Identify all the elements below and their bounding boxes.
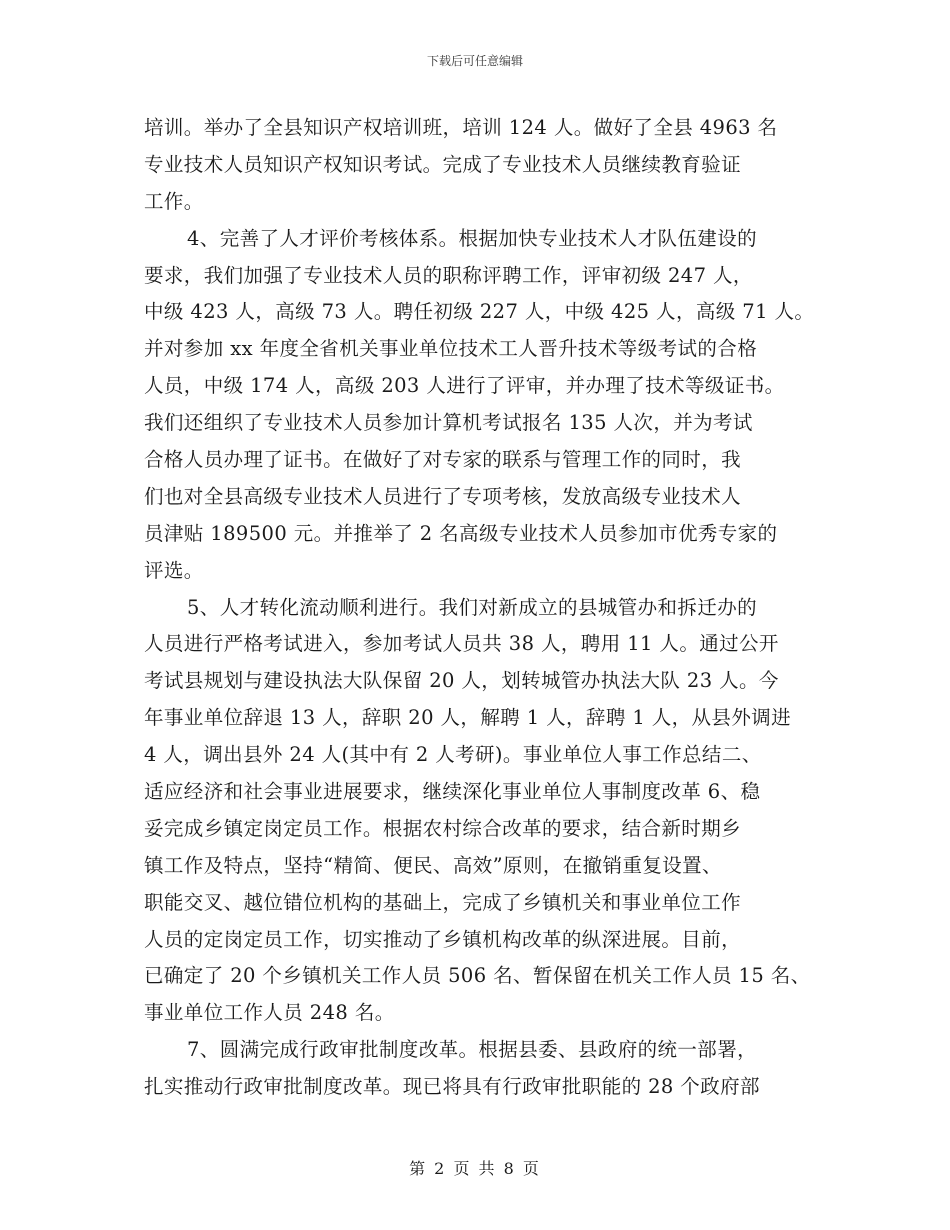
text-line: 合格人员办理了证书。在做好了对专家的联系与管理工作的同时，我	[144, 448, 742, 472]
text-line: 职能交叉、越位错位机构的基础上，完成了乡镇机关和事业单位工作	[144, 890, 742, 914]
text-line: 扎实推动行政审批制度改革。现已将具有行政审批职能的 28 个政府部	[144, 1075, 760, 1099]
text-line: 4 人，调出县外 24 人(其中有 2 人考研)。事业单位人事工作总结二、	[144, 743, 762, 767]
text-line: 镇工作及特点，坚持“精简、便民、高效”原则，在撤销重复设置、	[144, 853, 722, 877]
text-line: 专业技术人员知识产权知识考试。完成了专业技术人员继续教育验证	[144, 152, 742, 176]
header-text: 下载后可任意编辑	[426, 54, 523, 68]
text-line: 培训。举办了全县知识产权培训班，培训 124 人。做好了全县 4963 名	[144, 116, 778, 139]
text-line: 人员，中级 174 人，高级 203 人进行了评审，并办理了技术等级证书。	[144, 374, 785, 398]
text-line: 考试县规划与建设执法大队保留 20 人，划转城管办执法大队 23 人。今	[144, 669, 779, 693]
text-line: 员津贴 189500 元。并推举了 2 名高级专业技术人员参加市优秀专家的	[144, 521, 778, 545]
page-number: 第 2 页 共 8 页	[409, 1159, 541, 1178]
text-line: 年事业单位辞退 13 人，辞职 20 人，解聘 1 人，辞聘 1 人，从县外调进	[144, 706, 792, 730]
page-footer	[0, 1156, 950, 1179]
document-body	[144, 110, 834, 1106]
text-line: 人员进行严格考试进入，参加考试人员共 38 人，聘用 11 人。通过公开	[144, 632, 779, 656]
text-line: 我们还组织了专业技术人员参加计算机考试报名 135 人次，并为考试	[144, 411, 753, 435]
text-line: 并对参加 xx 年度全省机关事业单位技术工人晋升技术等级考试的合格	[144, 337, 758, 361]
text-line: 妥完成乡镇定岗定员工作。根据农村综合改革的要求，结合新时期乡	[144, 816, 742, 840]
text-line: 要求，我们加强了专业技术人员的职称评聘工作，评审初级 247 人，	[144, 263, 753, 287]
text-line: 评选。	[144, 558, 204, 582]
text-line: 们也对全县高级专业技术人员进行了专项考核，发放高级专业技术人	[144, 484, 742, 508]
text-line: 已确定了 20 个乡镇机关工作人员 506 名、暂保留在机关工作人员 15 名、	[144, 964, 811, 988]
text-line: 适应经济和社会事业进展要求，继续深化事业单位人事制度改革 6、稳	[144, 780, 761, 804]
text-line: 工作。	[144, 189, 204, 213]
page-header	[0, 52, 950, 69]
text-line: 人员的定岗定员工作，切实推动了乡镇机构改革的纵深进展。目前，	[144, 927, 742, 951]
text-line: 5、人才转化流动顺利进行。我们对新成立的县城管办和拆迁办的	[187, 595, 758, 619]
text-line: 7、圆满完成行政审批制度改革。根据县委、县政府的统一部署，	[187, 1038, 758, 1062]
text-line: 事业单位工作人员 248 名。	[144, 1001, 395, 1025]
text-line: 4、完善了人才评价考核体系。根据加快专业技术人才队伍建设的	[187, 226, 758, 250]
text-line: 中级 423 人，高级 73 人。聘任初级 227 人，中级 425 人，高级 71 人。	[144, 300, 815, 324]
